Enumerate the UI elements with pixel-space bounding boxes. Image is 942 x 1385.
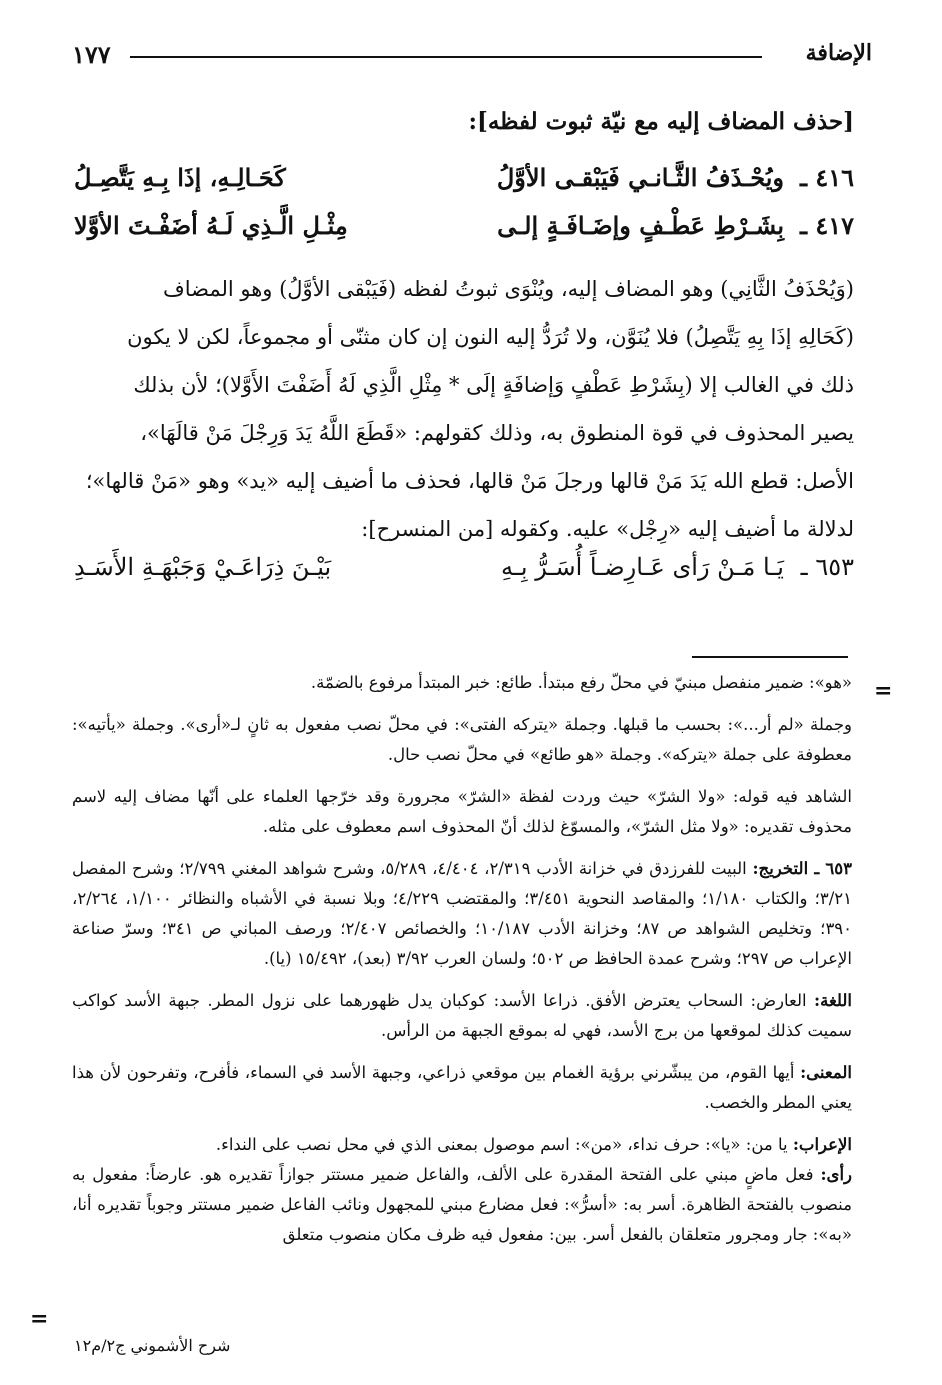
- commentary-line: ذلك في الغالب إلا (بِشَرْطِ عَطْفٍ وَإضافَةٍ إلَى * مِثْلِ الَّذِي لَهُ أَضَفْتَ الأَوَّلا)؛ لأن بذلك: [133, 373, 854, 397]
- second-hemistich: بَيْـنَ ذِرَاعَـيْ وَجَبْهَـةِ الأَسَـدِ: [74, 553, 332, 581]
- maana-label: المعنى:: [800, 1063, 852, 1082]
- irab-text: يا من: «يا»: حرف نداء، «من»: اسم موصول بمعنى الذي في محل نصب على النداء.: [215, 1135, 788, 1154]
- commentary: [74, 265, 854, 553]
- page-footer: شرح الأشموني ج٢/م١٢: [74, 1336, 231, 1355]
- footnote-paragraph: الشاهد فيه قوله: «ولا الشرّ» حيث وردت لفظة «الشرّ» مجرورة وقد خرّجها العلماء على أنّها مضاف إليه لاسم محذوف تقديره: «ولا مثل الشرّ»، والمسوّغ لذلك أنّ المحذوف اسم معطوف على مثله.: [72, 787, 852, 836]
- commentary-line: (وَيُحْذَفُ الثَّانِي) وهو المضاف إليه، ويُنْوَى ثبوتُ لفظه (فَيَبْقى الأوَّلُ) وهو المضاف: [162, 277, 854, 301]
- irab-sub-label: رأى:: [820, 1165, 853, 1184]
- takhrij-text: البيت للفرزدق في خزانة الأدب ٢/٣١٩، ٤/٤٠٤، ٥/٢٨٩، وشرح شواهد المغني ٢/٧٩٩؛ وشرح المفصل ٣/٢١؛ والكتاب ١/١٨٠؛ والمقاصد النحوية ٣/٤٥١؛ والمقتضب ٤/٢٢٩؛ وبلا نسبة في الأشباه والنظائر ١/١٠٠، ٢/٢٦٤، ٣٩٠؛ وتخليص الشواهد ص ٨٧؛ وخزانة الأدب ١٠/١٨٧؛ والخصائص ٢/٤٠٧؛ ورصف المباني ص ٣٤١؛ وسرّ صناعة الإعراب ص ٢٩٧؛ وشرح عمدة الحافظ ص ٥٠٢؛ ولسان العرب ٣/٩٢ (بعد)، ١٥/٤٩٢ (يا).: [72, 859, 853, 968]
- footnote-irab: [72, 1130, 852, 1250]
- running-title: الإضافة: [805, 40, 872, 66]
- footnote-lugha: [72, 986, 852, 1046]
- verse-416: [74, 163, 854, 211]
- verse-number: ٦٥٣ ـ: [800, 553, 854, 581]
- commentary-line: لدلالة ما أضيف إليه «رِجْل» عليه. وكقوله [من المنسرح]:: [361, 517, 854, 541]
- verse-417: [74, 211, 854, 259]
- section-heading: [حذف المضاف إليه مع نيّة ثبوت لفظه]:: [468, 108, 854, 135]
- takhrij-label: ٦٥٣ ـ التخريج:: [752, 859, 852, 878]
- footnote-rule: [692, 656, 848, 658]
- footnote-paragraph: «هو»: ضمير منفصل مبنيّ في محلّ رفع مبتدأ. طائع: خبر المبتدأ مرفوع بالضمّة.: [310, 673, 852, 692]
- first-hemistich: بِشَـرْطِ عَطْـفٍ وإضَـافَـةٍ إلـى: [497, 211, 784, 240]
- verse-number: ٤١٧ ـ: [799, 211, 854, 240]
- page-header: [72, 38, 872, 74]
- header-rule: [130, 56, 762, 58]
- commentary-line: يصير المحذوف في قوة المنطوق به، وذلك كقولهم: «قَطَعَ اللَّهُ يَدَ وَرِجْلَ مَنْ قالَهَا»،: [140, 421, 854, 445]
- footnote-maana: [72, 1058, 852, 1118]
- second-hemistich: مِثْـلِ الَّـذِي لَـهُ أضَفْـتَ الأوَّلا: [74, 211, 348, 240]
- second-hemistich: كَحَـالِـهِ، إذَا بِـهِ يَتَّصِـلُ: [74, 163, 286, 192]
- maana-text: أيها القوم، من يبشّرني برؤية الغمام بين موقعي ذراعي، وجبهة الأسد في السماء، فأفرح، وتفرحون لأن هذا يعني المطر والخصب.: [72, 1063, 852, 1112]
- irab-label: الإعراب:: [792, 1135, 852, 1154]
- continued-mark: =: [30, 1306, 49, 1332]
- lugha-label: اللغة:: [814, 991, 852, 1010]
- continued-mark: =: [874, 678, 893, 704]
- lugha-text: العارض: السحاب يعترض الأفق. ذراعا الأسد: كوكبان يدل ظهورهما على نزول المطر. جبهة الأسد كواكب سميت كذلك لموقعها من برج الأسد، فهي له بموقع الجبهة من الرأس.: [72, 991, 852, 1040]
- commentary-line: (كَحَالِهِ إذَا بِهِ يَتَّصِلُ) فلا يُنَوَّن، ولا تُرَدُّ إليه النون إن كان مثنّى أو مجموعاً، لكن لا يكون: [127, 325, 854, 349]
- verse-653: [74, 553, 854, 601]
- verse-number: ٤١٦ ـ: [799, 163, 854, 192]
- first-hemistich: ويُحْـذَفُ الثَّـانـي فَيَبْقـى الأوَّلُ: [496, 163, 784, 192]
- first-hemistich: يَـا مَـنْ رَأى عَـارِضـاً أُسَـرُّ بِـهِ: [501, 553, 784, 581]
- footnotes: [72, 668, 852, 1262]
- footnote-paragraph: وجملة «لم أر...»: بحسب ما قبلها. وجملة «يتركه الفتى»: في محلّ نصب مفعول به ثانٍ لـ«أرى». وجملة «يأتيه»: معطوفة على جملة «يتركه». وجملة «هو طائع» في محلّ نصب حال.: [72, 715, 852, 764]
- irab-text: فعل ماضٍ مبني على الفتحة المقدرة على الألف، والفاعل ضمير مستتر جوازاً تقديره هو. عارضاً: مفعول به منصوب بالفتحة الظاهرة. أسر به: «أسرُّ»: فعل مضارع مبني للمجهول ونائب الفاعل ضمير مستتر وجوباً تقديره أنا، «به»: جار ومجرور متعلقان بالفعل أسر. بين: مفعول فيه ظرف مكان منصوب متعلق: [72, 1165, 852, 1244]
- page-number: ١٧٧: [72, 40, 111, 69]
- main-text: [74, 108, 854, 601]
- commentary-line: الأصل: قطع الله يَدَ مَنْ قالها ورجلَ مَنْ قالها، فحذف ما أضيف إليه «يد» وهو «مَنْ قالها»؛: [85, 469, 854, 493]
- footnote-takhrij: [72, 854, 852, 974]
